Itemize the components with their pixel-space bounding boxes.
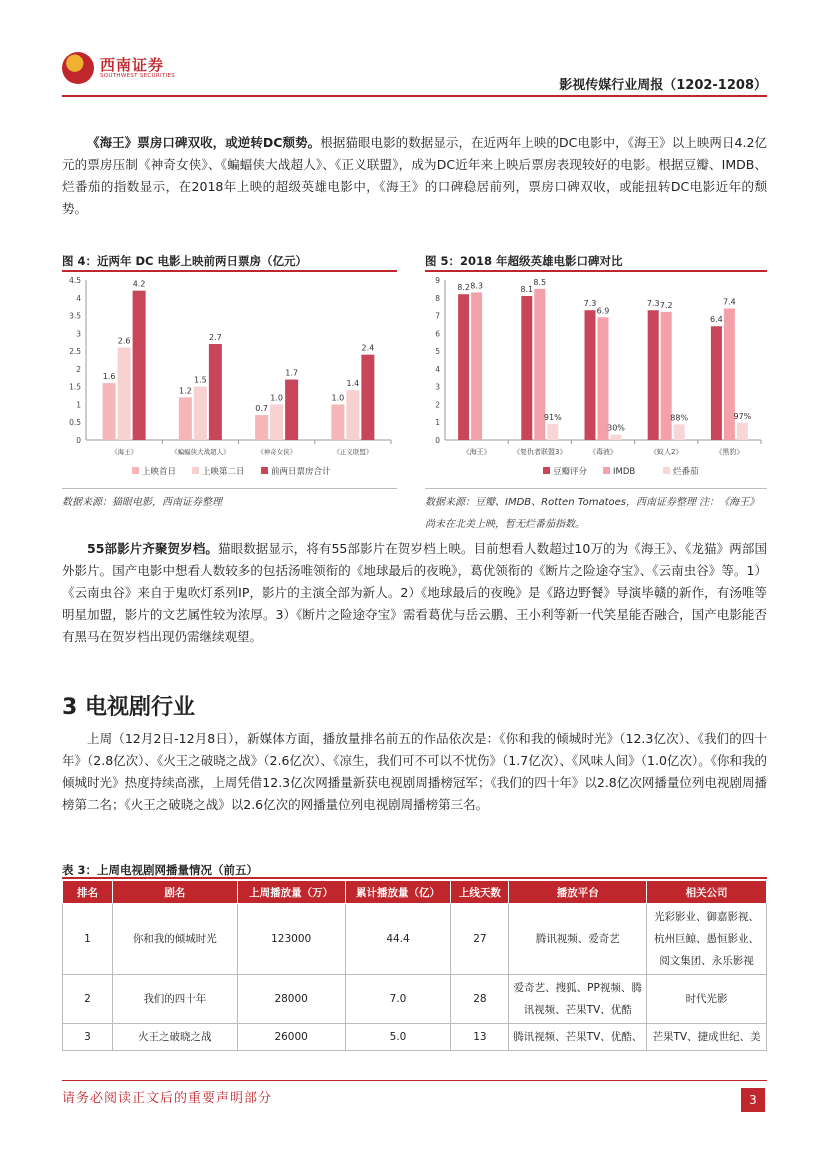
y-tick-label: 8: [435, 293, 440, 303]
legend-swatch: [132, 467, 139, 474]
cell-platform: 腾讯视频、爱奇艺: [509, 904, 647, 975]
data-label: 30%: [607, 423, 625, 433]
paragraph-dc-box-office: [62, 132, 767, 220]
cell-total: 5.0: [345, 1024, 451, 1051]
data-label: 97%: [733, 411, 752, 421]
data-label: 4.2: [132, 279, 146, 289]
table-row: [63, 975, 767, 1024]
logo-en-text: SOUTHWEST SECURITIES: [100, 73, 176, 79]
y-tick-label: 7: [435, 311, 440, 321]
bar: [648, 310, 659, 440]
col-header-company: 相关公司: [647, 881, 767, 904]
y-tick-label: 6: [435, 329, 440, 339]
legend-label: IMDB: [613, 467, 636, 477]
data-label: 1.6: [102, 372, 116, 382]
data-label: 8.1: [520, 285, 534, 294]
bar: [521, 296, 532, 440]
y-tick-label: 4.5: [69, 276, 81, 285]
y-tick-label: 3.5: [69, 311, 81, 321]
report-title: 影视传媒行业周报（1202-1208）: [559, 78, 767, 93]
bar: [585, 310, 596, 440]
x-tick-label: 《海王》: [111, 448, 138, 456]
page-number: 3: [741, 1088, 765, 1112]
y-tick-label: 3: [76, 329, 81, 339]
x-tick-label: 《蚁人2》: [649, 448, 683, 456]
cell-days: 27: [451, 904, 509, 975]
bar: [331, 404, 344, 440]
col-header-platform: 播放平台: [509, 881, 647, 904]
logo-cn-text: 西南证券: [100, 56, 165, 74]
fig4-chart: [62, 272, 397, 486]
data-label: 2.4: [361, 343, 375, 353]
legend-swatch: [192, 467, 199, 474]
fig4-title: 图 4：近两年 DC 电影上映前两日票房（亿元）: [62, 254, 307, 268]
cell-weekly: 26000: [237, 1024, 345, 1051]
cell-company: 芒果TV、捷成世纪、美: [647, 1024, 767, 1051]
legend-swatch: [261, 467, 268, 474]
bar: [361, 355, 374, 440]
legend-label: 前两日票房合计: [271, 467, 331, 477]
fig5-chart: [425, 272, 767, 486]
y-tick-label: 0: [76, 436, 81, 445]
legend-label: 烂番茄: [673, 467, 699, 477]
cell-rank: 2: [63, 975, 113, 1024]
cell-total: 44.4: [345, 904, 451, 975]
data-label: 2.7: [209, 333, 222, 342]
bar: [179, 397, 192, 440]
data-label: 1.4: [346, 379, 360, 389]
fig5-source-rule: [425, 488, 767, 489]
cell-days: 13: [451, 1024, 509, 1051]
x-tick-label: 《毒液》: [589, 448, 617, 456]
paragraph-tv-ranking: 上周（12月2日-12月8日），新媒体方面，播放量排名前五的作品依次是：《你和我的倾城时光》（12.3亿次）、《我们的四十年》（2.8亿次）、《火王之破晓之战》（2.6亿次）、《凉生，我们可不可以不忧伤》（1.7亿次）、《风味人间》（1.0亿次）。《你和我的倾城时光》热度持续高涨，上周凭借12.3亿次网播量新获电视剧周播榜冠军；《我们的四十年》以2.8亿次网播量位列电视剧周播榜第二名；《火王之破晓之战》以2.6亿次的网播量位列电视剧周播榜第三名。: [62, 731, 767, 812]
data-label: 1.0: [270, 393, 283, 403]
fig4-source: 数据来源：猫眼电影，西南证券整理: [62, 497, 222, 508]
y-tick-label: 3: [435, 382, 440, 392]
cell-name: 我们的四十年: [112, 975, 237, 1024]
data-label: 88%: [670, 413, 689, 423]
cell-company: 光彩影业、御嘉影视、杭州巨鲸、愚恒影业、阅文集团、永乐影视: [647, 904, 767, 975]
bar: [346, 390, 359, 440]
x-tick-label: 《正义联盟》: [333, 448, 373, 456]
bar: [118, 348, 131, 440]
bar: [255, 415, 268, 440]
paragraph-lead: 《海王》票房口碑双收，或逆转DC颓势。: [87, 135, 321, 150]
data-label: 0.7: [255, 404, 268, 414]
y-tick-label: 1.5: [69, 382, 81, 392]
y-tick-label: 4: [76, 293, 81, 303]
data-label: 6.9: [596, 306, 610, 316]
bar: [737, 423, 748, 440]
legend-swatch: [603, 467, 610, 474]
bar: [547, 424, 558, 440]
legend-label: 上映第二日: [202, 467, 245, 477]
y-tick-label: 0: [435, 436, 440, 445]
x-tick-label: 《复仇者联盟3》: [513, 448, 567, 456]
bar: [285, 380, 298, 440]
data-label: 1.0: [331, 393, 345, 403]
bar: [711, 326, 722, 440]
bar: [674, 424, 685, 440]
data-label: 7.3: [583, 299, 597, 309]
y-tick-label: 4: [435, 364, 440, 374]
table-title: 表 3：上周电视剧网播量情况（前五）: [62, 863, 259, 877]
x-tick-label: 《黑豹》: [715, 448, 744, 456]
bar: [611, 435, 622, 440]
fig5-source-note: 尚未在北美上映，暂无烂番茄指数。: [425, 519, 585, 530]
bar: [270, 404, 283, 440]
table-row: [63, 1024, 767, 1051]
data-label: 2.6: [117, 336, 131, 346]
y-tick-label: 2: [76, 364, 81, 374]
y-tick-label: 2.5: [69, 347, 81, 357]
data-label: 8.3: [470, 281, 483, 291]
x-tick-label: 《神奇女侠》: [257, 448, 297, 456]
bar: [209, 344, 222, 440]
bar: [598, 317, 609, 440]
y-tick-label: 5: [435, 347, 440, 357]
bar: [458, 294, 469, 440]
cell-platform: 爱奇艺、搜狐、PP视频、腾讯视频、芒果TV、优酷: [509, 975, 647, 1024]
cell-weekly: 123000: [237, 904, 345, 975]
y-tick-label: 1: [76, 400, 81, 410]
col-header-name: 剧名: [112, 881, 237, 904]
legend-swatch: [663, 467, 670, 474]
data-label: 6.4: [710, 315, 723, 325]
y-tick-label: 9: [435, 276, 440, 285]
cell-total: 7.0: [345, 975, 451, 1024]
cell-company: 时代光影: [647, 975, 767, 1024]
legend-label: 豆瓣评分: [553, 467, 588, 477]
fig5-title: 图 5：2018 年超级英雄电影口碑对比: [425, 254, 623, 268]
paragraph-new-year-films: [62, 538, 767, 648]
fig5-source: 数据来源：豆瓣、IMDB、Rotten Tomatoes，西南证券整理 注：《海王》: [425, 497, 760, 508]
legend-label: 上映首日: [142, 467, 177, 477]
cell-rank: 3: [63, 1024, 113, 1051]
cell-weekly: 28000: [237, 975, 345, 1024]
section-heading-tv: 3 电视剧行业: [62, 695, 195, 720]
y-tick-label: 1: [435, 418, 440, 428]
data-label: 7.3: [646, 299, 660, 309]
y-tick-label: 0.5: [69, 418, 81, 428]
bar: [133, 291, 146, 440]
data-label: 1.2: [179, 386, 192, 396]
paragraph-body: 根据猫眼电影的数据显示，在近两年上映的DC电影中，《海王》以上映两日4.2亿元的票房压制《神奇女侠》、《蝙蝠侠大战超人》、《正义联盟》，成为DC近年来上映后票房表现较好的电影。根据豆瓣、IMDB、烂番茄的指数显示，在2018年上映的超级英雄电影中，《海王》的口碑稳居前列，票房口碑双收，或能扭转DC电影近年的颓势。: [62, 135, 767, 216]
col-header-total: 累计播放量（亿）: [345, 881, 451, 904]
data-label: 7.2: [659, 301, 673, 310]
cell-days: 28: [451, 975, 509, 1024]
logo-mark-icon: [62, 52, 94, 84]
footer-disclaimer: 请务必阅读正文后的重要声明部分: [62, 1091, 273, 1106]
cell-name: 火王之破晓之战: [112, 1024, 237, 1051]
x-tick-label: 《蝙蝠侠大战超人》: [171, 448, 230, 456]
bar: [194, 387, 207, 440]
legend-swatch: [543, 467, 550, 474]
data-label: 8.2: [457, 283, 470, 293]
table-title-rule: [62, 877, 767, 879]
data-label: 8.5: [533, 277, 547, 287]
data-label: 91%: [543, 412, 562, 422]
footer-divider: [62, 1080, 767, 1081]
company-logo: [62, 52, 182, 86]
y-tick-label: 2: [435, 400, 440, 410]
header-divider: [62, 95, 767, 97]
data-label: 7.4: [723, 297, 736, 307]
cell-rank: 1: [63, 904, 113, 975]
table-row: [63, 904, 767, 975]
col-header-days: 上线天数: [451, 881, 509, 904]
cell-name: 你和我的倾城时光: [112, 904, 237, 975]
paragraph-lead: 55部影片齐聚贺岁档。: [87, 541, 218, 556]
fig4-source-rule: [62, 488, 397, 489]
x-tick-label: 《海王》: [462, 448, 491, 456]
table-header-row: [63, 881, 767, 904]
tv-ranking-table: [62, 880, 767, 1051]
col-header-rank: 排名: [63, 881, 113, 904]
cell-platform: 腾讯视频、芒果TV、优酷、: [509, 1024, 647, 1051]
bar: [471, 292, 482, 440]
col-header-weekly: 上周播放量（万）: [237, 881, 345, 904]
bar: [103, 383, 116, 440]
data-label: 1.5: [194, 375, 207, 385]
paragraph-body: 猫眼数据显示，将有55部影片在贺岁档上映。目前想看人数超过10万的为《海王》、《龙猫》两部国外影片。国产电影中想看人数较多的包括汤唯领衔的《地球最后的夜晚》，葛优领衔的《断片之险途夺宝》、《云南虫谷》等。1）《云南虫谷》来自于鬼吹灯系列IP，影片的主演全部为新人。2）《地球最后的夜晚》是《路边野餐》导演毕赣的新作，有汤唯等明星加盟，影片的文艺属性较为浓厚。3）《断片之险途夺宝》需看葛优与岳云鹏、王小利等新一代笑星能否融合，国产电影能否有黑马在贺岁档出现仍需继续观望。: [62, 541, 767, 644]
data-label: 1.7: [285, 368, 298, 378]
